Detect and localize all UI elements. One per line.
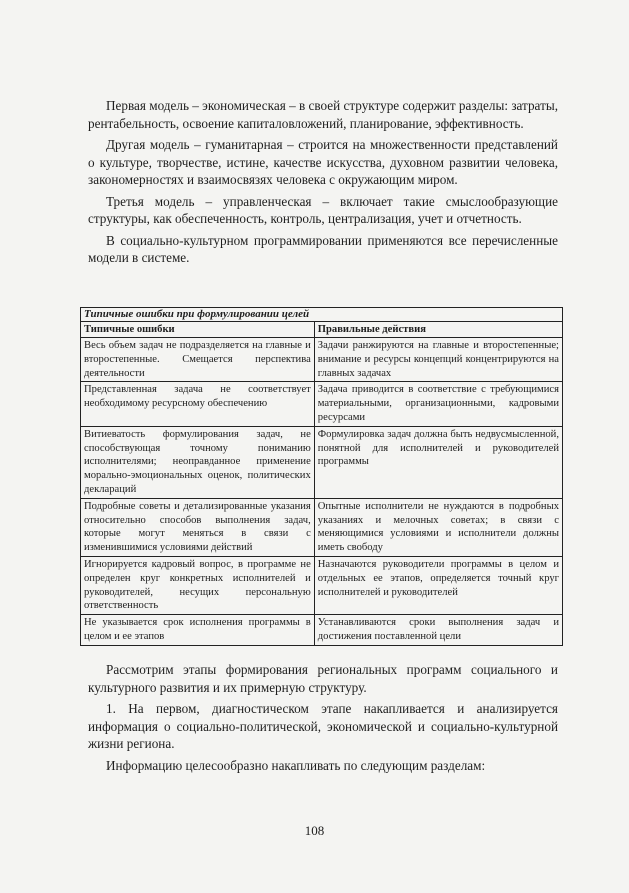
paragraph-program-stages: Рассмотрим этапы формирования региональных программ социального и культурного развития и их примерную структуру. (88, 662, 558, 695)
table-cell-action: Задача приводится в соответствие с требующимися материальными, организационными, кадровыми ресурсами (314, 382, 562, 426)
table-header-row (81, 322, 562, 338)
table-cell-error: Игнорируется кадровый вопрос, в программе не определен круг конкретных исполнителей и руководителей, несущих персональную ответственность (81, 556, 314, 614)
intro-text (88, 97, 558, 271)
header-correct-actions: Правильные действия (314, 322, 562, 338)
table-row (81, 556, 562, 614)
table-cell-error: Витиеватость формулирования задач, не способствующая точному пониманию исполнителями; неоправданное применение морально-эмоциональных оценок, политических деклараций (81, 426, 314, 498)
paragraph-diagnostic-stage: 1. На первом, диагностическом этапе накапливается и анализируется информация о социально-политической, экономической и социально-культурной жизни региона. (88, 701, 558, 751)
table-row (81, 382, 562, 426)
table-cell-action: Опытные исполнители не нуждаются в подробных указаниях и мелочных советах; в связи с меняющимися условиями и исполнители должны иметь свободу (314, 498, 562, 556)
table-cell-error: Не указывается срок исполнения программы в целом и ее этапов (81, 615, 314, 645)
header-typical-errors: Типичные ошибки (81, 322, 314, 338)
table-cell-action: Назначаются руководители программы в целом и отдельных ее этапов, определяется точный круг исполнителей и руководителей (314, 556, 562, 614)
table-cell-error: Весь объем задач не подразделяется на главные и второстепенные. Смещается перспектива деятельности (81, 338, 314, 382)
paragraph-managerial-model: Третья модель – управленческая – включает такие смыслообразующие структуры, как обеспеченность, контроль, централизация, учет и отчетность. (88, 193, 558, 226)
table-row (81, 338, 562, 382)
page-number: 108 (304, 823, 325, 838)
paragraph-humanitarian-model: Другая модель – гуманитарная – строится на множественности представлений о культуре, творчестве, истине, качестве искусства, духовном развитии человека, закономерностях и взаимосвязях человека с окружающим миром. (88, 137, 558, 187)
table-row (81, 426, 562, 498)
table-cell-action: Формулировка задач должна быть недвусмысленной, понятной для исполнителей и руководителей программы (314, 426, 562, 498)
table-row (81, 498, 562, 556)
errors-table (81, 322, 562, 645)
table-cell-action: Устанавливаются сроки выполнения задач и достижения поставленной цели (314, 615, 562, 645)
table-row (81, 615, 562, 645)
table-cell-error: Подробные советы и детализированные указания относительно способов выполнения задач, которые могут меняться в связи с изменившимися условиями действий (81, 498, 314, 556)
outro-text (88, 661, 558, 778)
paragraph-economic-model: Первая модель – экономическая – в своей структуре содержит разделы: затраты, рентабельность, освоение капиталовложений, планирование, эффективность. (88, 98, 558, 131)
table-caption: Типичные ошибки при формулировании целей (81, 308, 562, 322)
table-cell-action: Задачи ранжируются на главные и второстепенные; внимание и ресурсы концепций концентрируются на главных задачах (314, 338, 562, 382)
paragraph-all-models: В социально-культурном программировании применяются все перечисленные модели в системе. (88, 232, 558, 265)
goals-errors-table (80, 307, 563, 646)
paragraph-info-sections: Информацию целесообразно накапливать по следующим разделам: (106, 757, 486, 773)
table-cell-error: Представленная задача не соответствует необходимому ресурсному обеспечению (81, 382, 314, 426)
